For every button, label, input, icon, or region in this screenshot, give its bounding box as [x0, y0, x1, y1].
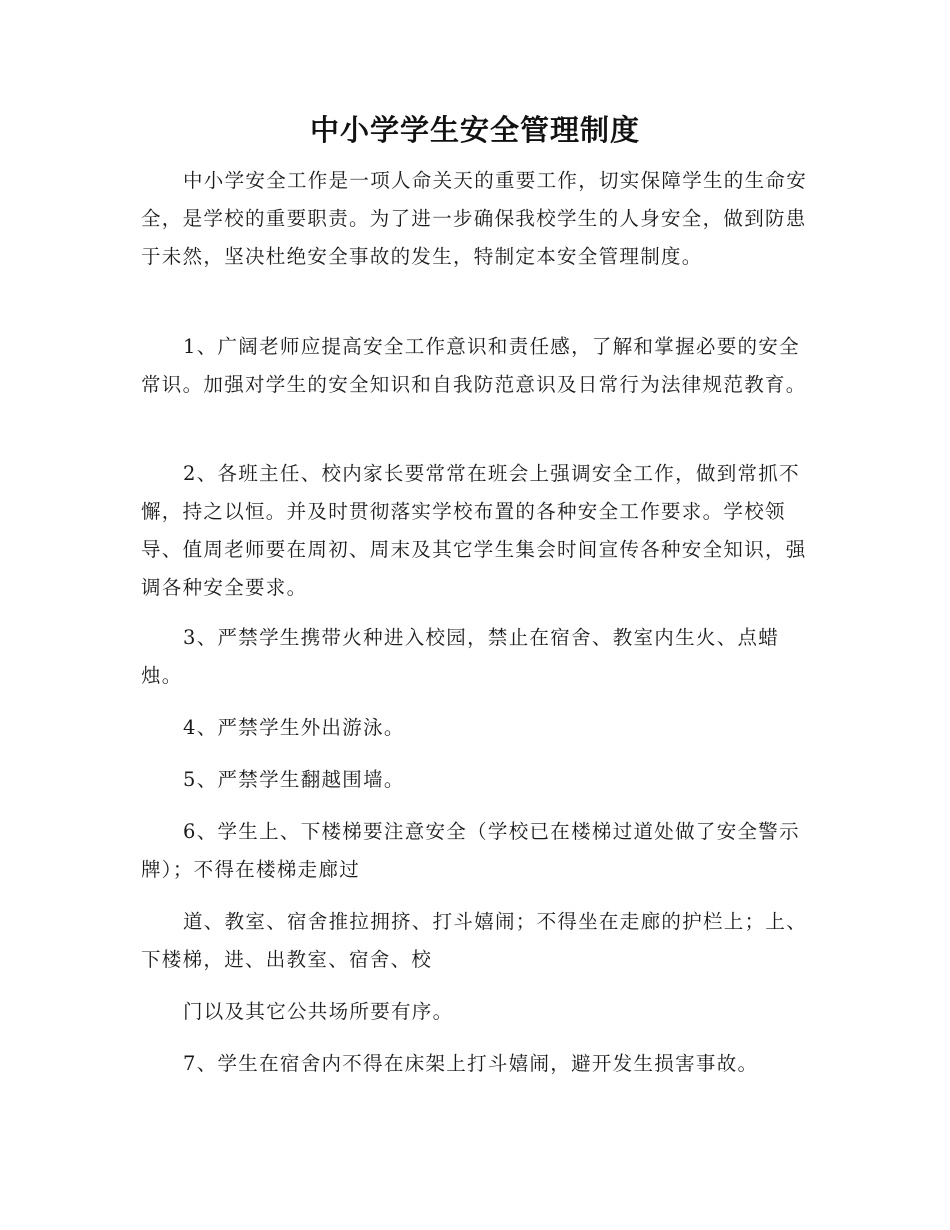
rule-7-paragraph: 7、学生在宿舍内不得在床架上打斗嬉闹，避开发生损害事故。: [183, 1052, 759, 1075]
intro-paragraph: 中小学安全工作是一项人命关天的重要工作，切实保障学生的生命安全，是学校的重要职责。为了进一步确保我校学生的人身安全，做到防患于未然，坚决杜绝安全事故的发生，特制定本安全管理制度。: [141, 169, 808, 268]
rule-5-paragraph: 5、严禁学生翻越围墙。: [183, 768, 405, 791]
rule-6-continuation-paragraph: 道、教室、宿舍推拉拥挤、打斗嬉闹；不得坐在走廊的护栏上；上、下楼梯，进、出教室、宿舍、校: [141, 910, 808, 971]
rule-6-paragraph: 6、学生上、下楼梯要注意安全（学校已在楼梯过道处做了安全警示牌）；不得在楼梯走廊过: [141, 820, 800, 881]
rule-4-paragraph: 4、严禁学生外出游泳。: [183, 716, 405, 739]
rule-2-paragraph: 2、各班主任、校内家长要常常在班会上强调安全工作，做到常抓不懈，持之以恒。并及时贯彻落实学校布置的各种安全工作要求。学校领导、值周老师要在周初、周末及其它学生集会时间宣传各种安全知识，强调各种安全要求。: [141, 462, 807, 599]
rule-3-paragraph: 3、严禁学生携带火种进入校园，禁止在宿舍、教室内生火、点蜡烛。: [141, 626, 780, 687]
rule-6-ending-paragraph: 门以及其它公共场所要有序。: [183, 1000, 454, 1023]
rule-1-paragraph: 1、广阔老师应提高安全工作意识和责任感，了解和掌握必要的安全常识。加强对学生的安全知识和自我防范意识及日常行为法律规范教育。: [141, 335, 807, 396]
document-title: 中小学学生安全管理制度: [309, 113, 640, 147]
